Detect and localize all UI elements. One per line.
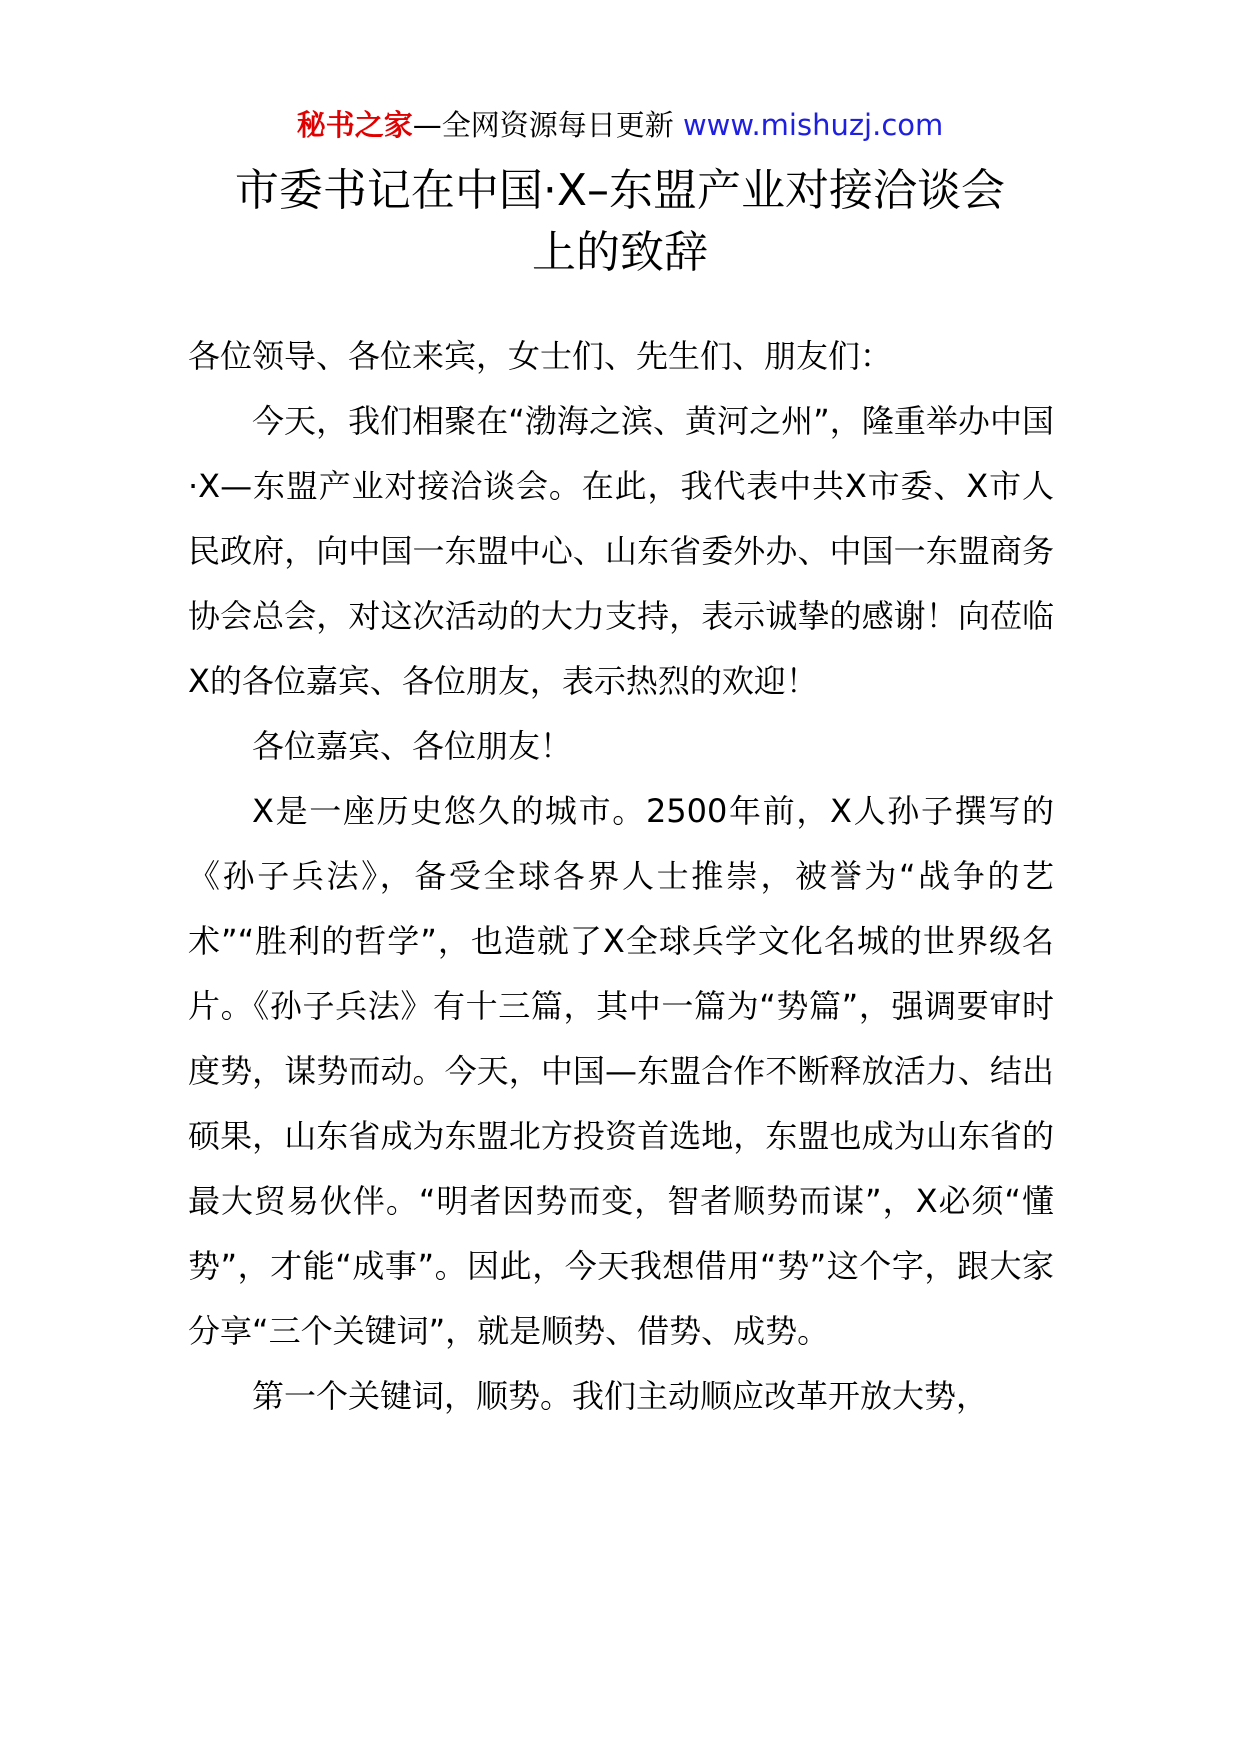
page-header xyxy=(0,104,1240,146)
website-link[interactable]: www.mishuzj.com xyxy=(682,108,944,142)
document-title xyxy=(150,160,1090,284)
paragraph: 第一个关键词，顺势。我们主动顺应改革开放大势， xyxy=(252,1377,989,1415)
document-body xyxy=(188,324,1054,1429)
brand-name: 秘书之家 xyxy=(296,108,413,142)
paragraph: 今天，我们相聚在“渤海之滨、黄河之州”，隆重举办中国·X—东盟产业对接洽谈会。在此，我代表中共X市委、X市人民政府，向中国一东盟中心、山东省委外办、中国一东盟商务协会总会，对这次活动的大力支持，表示诚挚的感谢！向莅临X的各位嘉宾、各位朋友，表示热烈的欢迎！ xyxy=(188,402,1054,700)
header-slogan: —全网资源每日更新 xyxy=(412,108,683,142)
title-line-1: 市委书记在中国·X–东盟产业对接洽谈会 xyxy=(234,165,1006,216)
salutation: 各位领导、各位来宾，女士们、先生们、朋友们： xyxy=(188,337,893,375)
title-line-2: 上的致辞 xyxy=(532,227,708,278)
paragraph: 各位嘉宾、各位朋友！ xyxy=(252,727,573,765)
paragraph: X是一座历史悠久的城市。2500年前，X人孙子撰写的《孙子兵法》，备受全球各界人士推崇，被誉为“战争的艺术”“胜利的哲学”，也造就了X全球兵学文化名城的世界级名片。《孙子兵法》有十三篇，其中一篇为“势篇”，强调要审时度势，谋势而动。今天，中国—东盟合作不断释放活力、结出硕果，山东省成为东盟北方投资首选地，东盟也成为山东省的最大贸易伙伴。“明者因势而变，智者顺势而谋”，X必须“懂势”，才能“成事”。因此，今天我想借用“势”这个字，跟大家分享“三个关键词”，就是顺势、借势、成势。 xyxy=(188,792,1054,1350)
